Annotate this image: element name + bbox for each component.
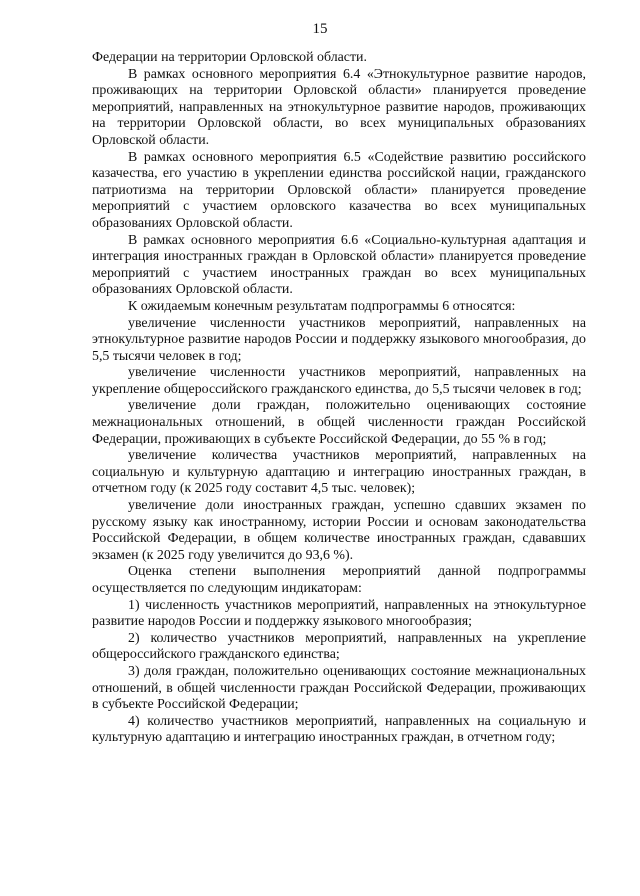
paragraph-expected-results-intro: К ожидаемым конечным результатам подпрограммы 6 относятся: xyxy=(128,298,516,314)
document-body xyxy=(92,50,586,747)
paragraph-indicator-1: 1) численность участников мероприятий, направленных на этнокультурное развитие народов России и поддержку языкового многообразия; xyxy=(92,597,586,630)
paragraph-measure-6-4: В рамках основного мероприятия 6.4 «Этнокультурное развитие народов, проживающих на территории Орловской области» планируется проведение мероприятий, направленных на этнокультурное развитие народов, проживающих на территории Орловской области, во всех муниципальных образованиях Орловской области. xyxy=(92,66,586,148)
paragraph-measure-6-5: В рамках основного мероприятия 6.5 «Содействие развитию российского казачества, его участию в укреплении единства российской нации, гражданского патриотизма на территории Орловской области» планируется проведение мероприятий с участием орловского казачества во всех муниципальных образованиях Орловской области. xyxy=(92,149,586,231)
paragraph-indicator-4: 4) количество участников мероприятий, направленных на социальную и культурную адаптацию и интеграцию иностранных граждан, в отчетном году; xyxy=(92,713,586,746)
page-number: 15 xyxy=(312,21,328,37)
paragraph-continuation: Федерации на территории Орловской области. xyxy=(92,50,367,65)
paragraph-result-civic-unity: увеличение численности участников мероприятий, направленных на укрепление общероссийского гражданского единства, до 5,5 тысячи человек в год; xyxy=(92,365,586,397)
paragraph-indicator-2: 2) количество участников мероприятий, направленных на укрепление общероссийского гражданского единства; xyxy=(92,630,586,663)
paragraph-result-exam-share: увеличение доли иностранных граждан, успешно сдавших экзамен по русскому языку как иностранному, истории России и основам законодательства Российской Федерации, в общем количестве иностранных граждан, сдававших экзамен (к 2025 году увеличится до 93,6 %). xyxy=(92,498,586,563)
paragraph-measure-6-6: В рамках основного мероприятия 6.6 «Социально-культурная адаптация и интеграция иностранных граждан в Орловской области» планируется проведение мероприятий с участием иностранных граждан во всех муниципальных образованиях Орловской области. xyxy=(92,232,586,298)
paragraph-result-interethnic-share: увеличение доли граждан, положительно оценивающих состояние межнациональных отношений, в общей численности граждан Российской Федерации, проживающих в субъекте Российской Федерации, до 55 % в год; xyxy=(92,398,586,447)
paragraph-result-foreign-adaptation: увеличение количества участников мероприятий, направленных на социальную и культурную адаптацию и интеграцию иностранных граждан, в отчетном году (к 2025 году составит 4,5 тыс. человек); xyxy=(92,448,586,497)
paragraph-indicator-3: 3) доля граждан, положительно оценивающих состояние межнациональных отношений, в общей численности граждан Российской Федерации, проживающих в субъекте Российской Федерации; xyxy=(92,663,586,713)
paragraph-result-ethnocultural: увеличение численности участников мероприятий, направленных на этнокультурное развитие народов России и поддержку языкового многообразия, до 5,5 тысячи человек в год; xyxy=(92,315,586,364)
paragraph-indicators-intro: Оценка степени выполнения мероприятий данной подпрограммы осуществляется по следующим индикаторам: xyxy=(92,564,586,596)
